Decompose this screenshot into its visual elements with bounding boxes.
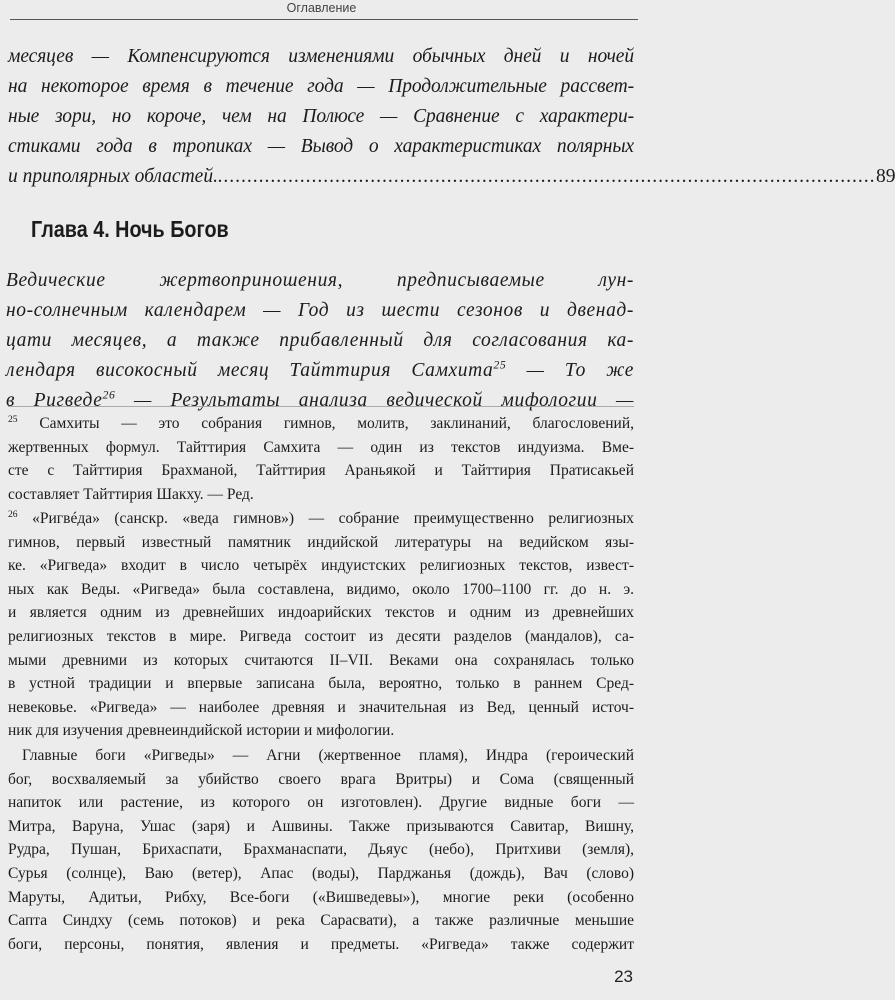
- toc-text: лендаря високосный месяц Тайттирия Самхита: [6, 360, 494, 381]
- toc-line: месяцев — Компенсируются изменениями обычных дней и ночей: [8, 46, 634, 67]
- footnote-text: Самхиты — это собрания гимнов, молитв, заклинаний, благословений,: [17, 415, 634, 432]
- footnote-26-continuation: [8, 744, 634, 956]
- page-number: 23: [614, 967, 633, 986]
- toc-line: на некоторое время в течение года — Продолжительные рассвет-: [8, 76, 634, 97]
- footnote-line: Маруты, Адитьи, Рибху, Все-боги («Вишведевы»), многие реки (особенно: [8, 888, 634, 906]
- footnote-line: религиозных текстов в мире. Ригведа состоит из десяти разделов (мандалов), са-: [8, 627, 634, 645]
- toc-continuation: [8, 42, 895, 192]
- footnote-line: жертвенных формул. Тайттирия Самхита — один из текстов индуизма. Вме-: [8, 438, 634, 456]
- footnote-line: боги, персоны, понятия, явления и предметы. «Ригведа» также содержит: [8, 935, 634, 953]
- toc-line: и приполярных областей.: [8, 166, 218, 187]
- dot-leader: ................................................................................................................: [217, 166, 876, 187]
- footnote-line: [8, 412, 634, 436]
- footnote-marker: 26: [8, 508, 18, 520]
- footnote-line: в устной традиции и впервые записана была, вероятно, только в раннем Сред-: [8, 675, 634, 693]
- toc-line: но-солнечным календарем — Год из шести сезонов и двенад-: [6, 300, 634, 321]
- running-head: Оглавление: [286, 1, 357, 15]
- footnote-line: сте с Тайттирия Брахманой, Тайттирия Араньякой и Тайттирия Пратисакьей: [8, 462, 634, 480]
- footnote-rule: [8, 406, 634, 407]
- footnote-line: ных как Веды. «Ригведа» была составлена, видимо, около 1700–1100 гг. до н. э.: [8, 580, 634, 598]
- footnote-text: «Ригвéда» (санскр. «веда гимнов») — собрание преимущественно религиозных: [17, 510, 634, 527]
- footnote-line: невековье. «Ригведа» — наиболее древняя и значительная из Вед, ценный источ-: [8, 698, 634, 716]
- footnote-marker: 25: [8, 413, 18, 425]
- footnote-line: составляет Тайттирия Шакху. — Ред.: [8, 485, 254, 503]
- header-rule: [10, 19, 638, 20]
- toc-text: — Результаты анализа ведической мифологии —: [115, 390, 634, 411]
- toc-line: [6, 356, 634, 386]
- footnote-line: напиток или растение, из которого он изготовлен). Другие видные боги —: [8, 794, 634, 812]
- footnote-line: ке. «Ригведа» входит в число четырёх индуистских религиозных текстов, извест-: [8, 557, 634, 575]
- toc-page-ref: 89: [875, 166, 895, 187]
- footnote-ref-25[interactable]: 25: [493, 358, 507, 372]
- toc-line: стиками года в тропиках — Вывод о характеристиках полярных: [8, 136, 634, 157]
- footnote-line: мыми древними из которых считаются II–VII. Веками она сохранялась только: [8, 651, 634, 669]
- chapter-toc: [6, 266, 634, 416]
- footnote-line: Главные боги «Ригведы» — Агни (жертвенное пламя), Индра (героический: [22, 747, 634, 764]
- footnote-ref-26[interactable]: 26: [102, 388, 116, 402]
- toc-line: Ведические жертвоприношения, предписываемые лун-: [6, 270, 634, 291]
- toc-text: в Ригведе: [6, 390, 103, 411]
- footnote-line: Сурья (солнце), Ваю (ветер), Апас (воды), Парджанья (дождь), Вач (слово): [8, 864, 634, 882]
- footnote-line: Рудра, Пушан, Брихаспати, Брахманаспати, Дьяус (небо), Притхиви (земля),: [8, 841, 634, 859]
- chapter-heading: Глава 4. Ночь Богов: [31, 216, 229, 242]
- footnote-line: ник для изучения древнеиндийской истории и мифологии.: [8, 722, 395, 740]
- toc-entry-with-page: [8, 162, 895, 192]
- toc-text: — То же: [506, 360, 634, 381]
- footnote-line: и является одним из древнейших индоарийских текстов и одним из древнейших: [8, 604, 634, 622]
- footnote-26: [8, 507, 634, 743]
- footnote-line: бог, восхваляемый за убийство своего врага Вритры) и Сома (священный: [8, 770, 634, 788]
- footnote-line: Сапта Синдху (семь потоков) и река Сарасвати), а также различные меньшие: [8, 912, 634, 930]
- footnote-line: гимнов, первый известный памятник индийской литературы на ведийском язы-: [8, 533, 634, 551]
- footnote-line: [8, 507, 634, 531]
- footnote-line: Митра, Варуна, Ушас (заря) и Ашвины. Также призываются Савитар, Вишну,: [8, 817, 634, 835]
- toc-line: ные зори, но короче, чем на Полюсе — Сравнение с характери-: [8, 106, 634, 127]
- toc-line: цати месяцев, а также прибавленный для согласования ка-: [6, 330, 634, 351]
- footnote-25: [8, 412, 634, 506]
